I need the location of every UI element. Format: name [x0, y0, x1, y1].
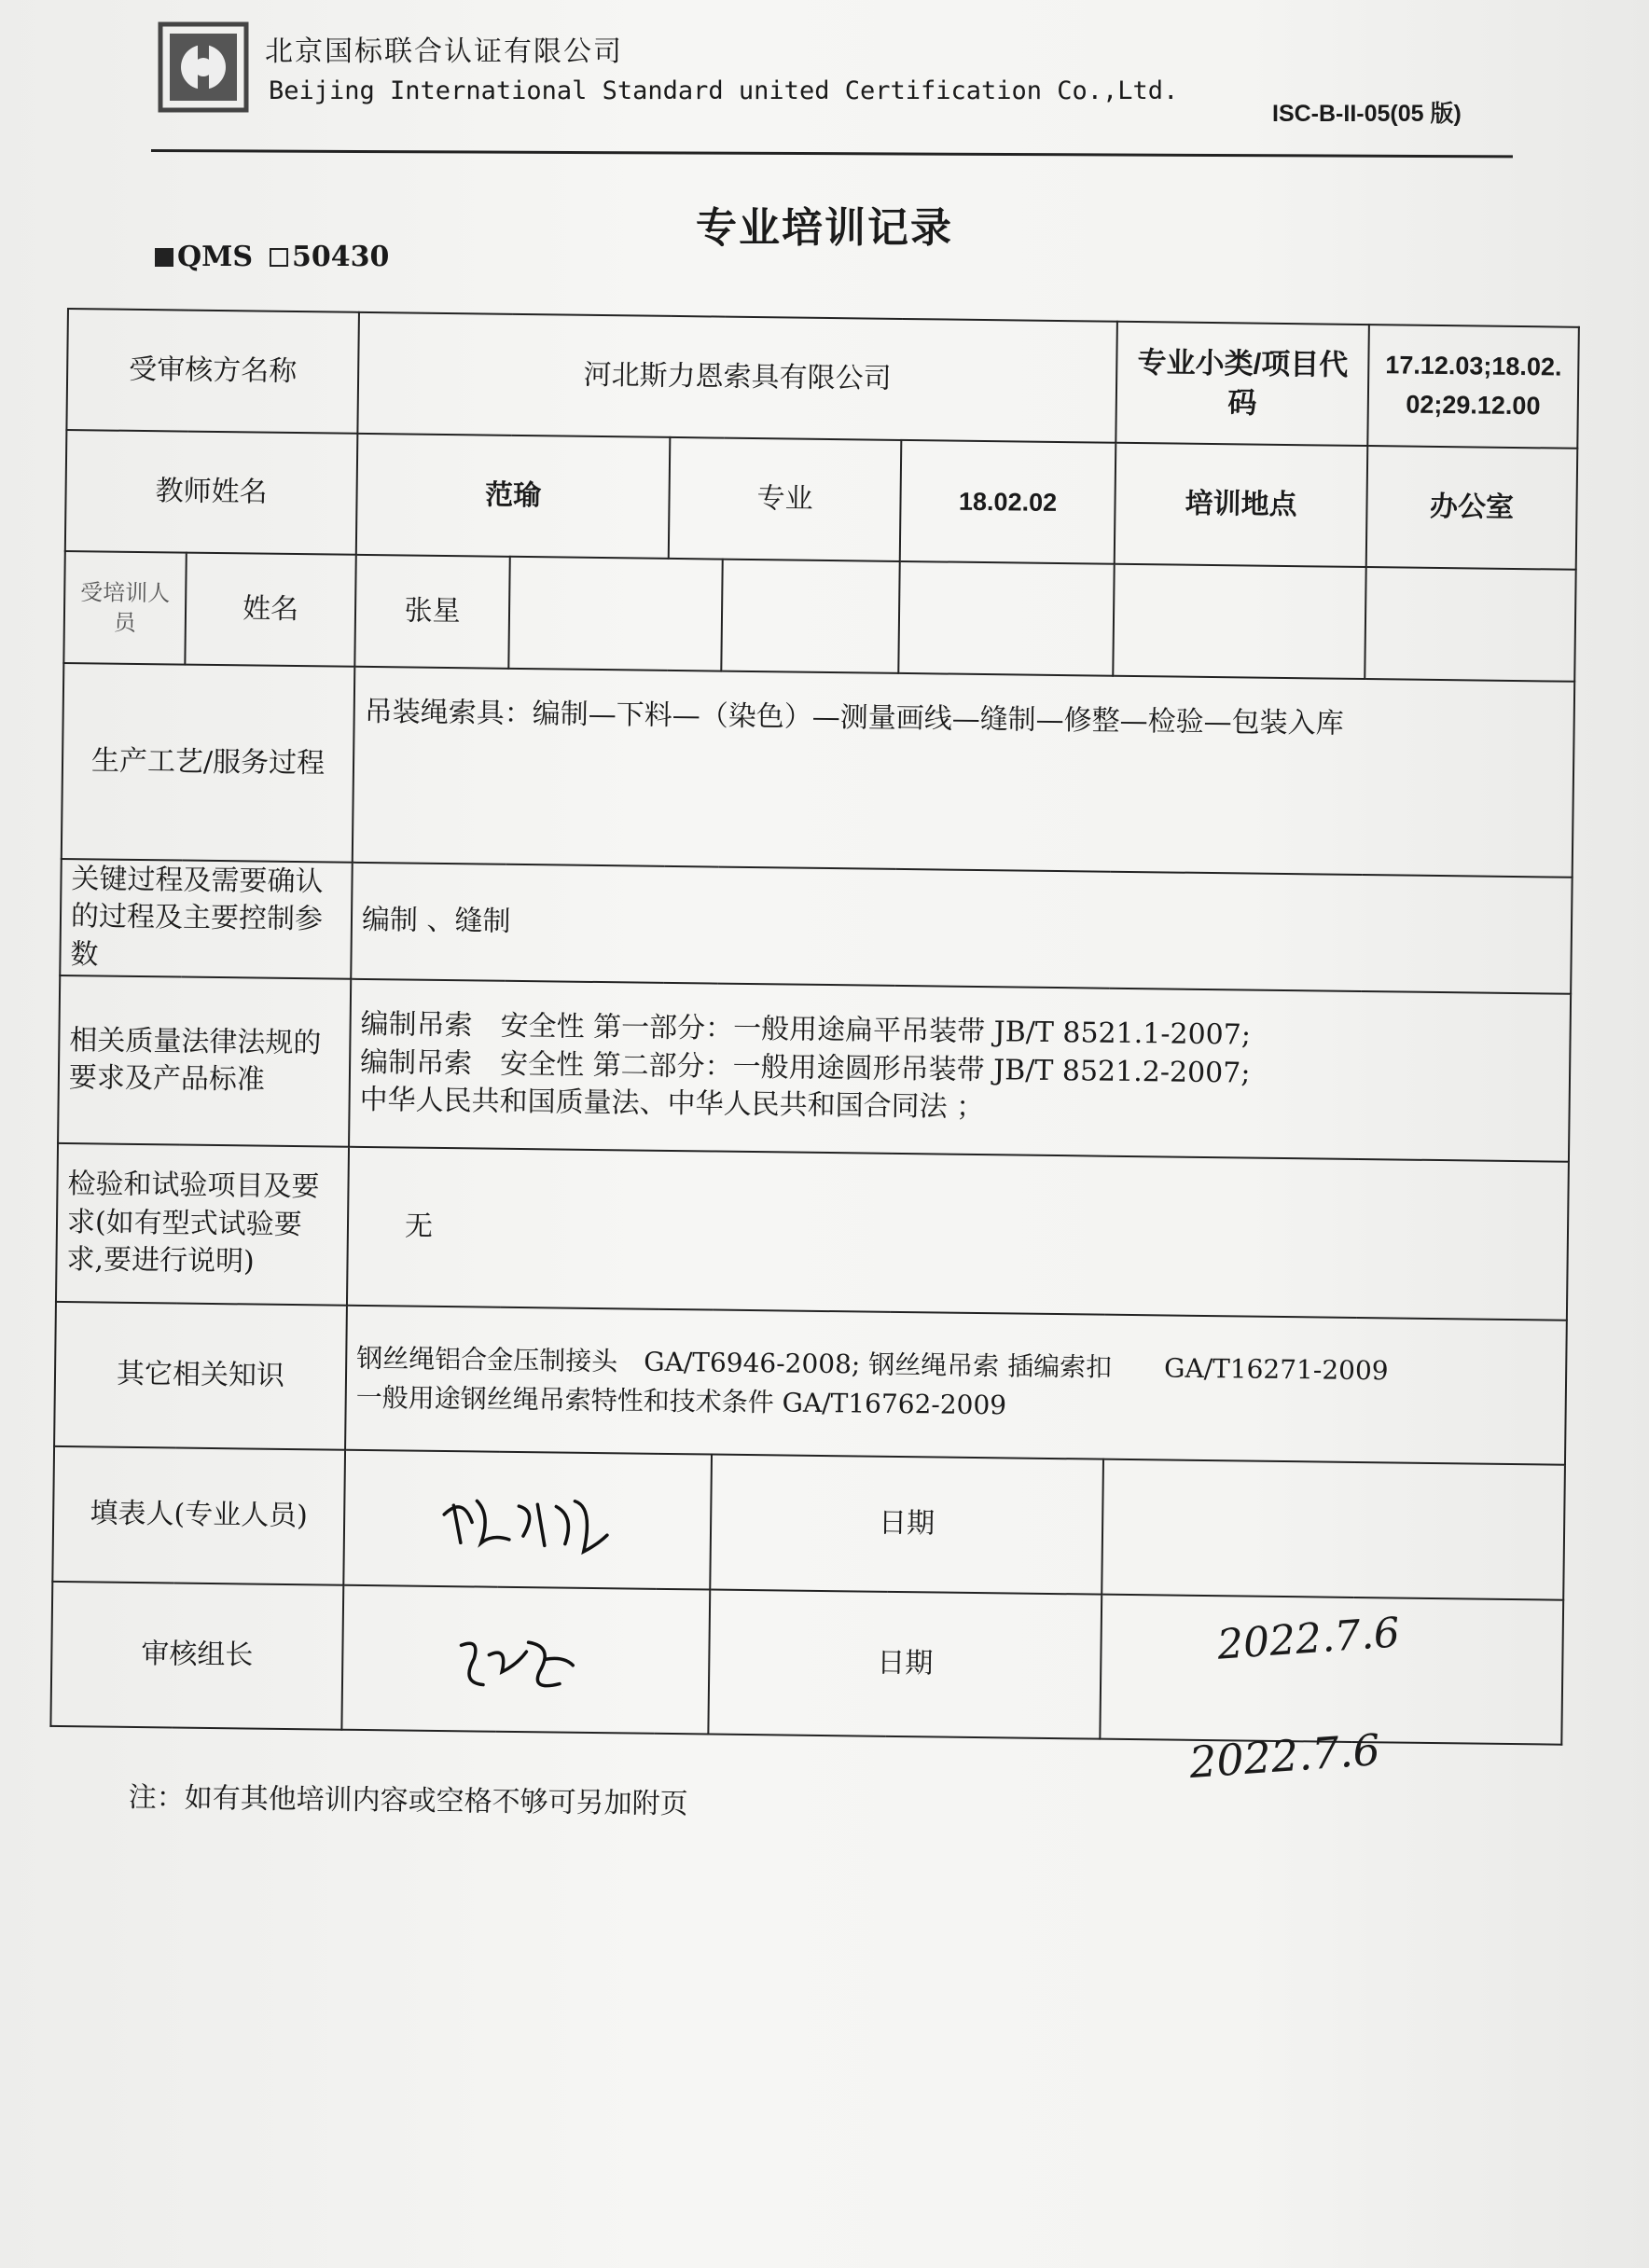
empty-cell: [508, 557, 722, 671]
qms-label: QMS: [177, 241, 254, 273]
standard-selector: [155, 241, 389, 273]
filler-date-handwritten: 2022.7.6: [1215, 1609, 1402, 1669]
empty-cell: [1113, 564, 1365, 679]
reviewer-signature-cell: [341, 1585, 710, 1735]
laws-value: [349, 979, 1571, 1162]
laws-label: 相关质量法律法规的要求及产品标准: [58, 975, 351, 1147]
company-name-en: Beijing International Standard united Certification Co.,Ltd.: [269, 76, 1179, 105]
company-logo-icon: [157, 21, 250, 114]
teacher-label: 教师姓名: [65, 430, 358, 555]
empty-cell: [721, 560, 899, 673]
filler-date-label: 日期: [710, 1455, 1103, 1595]
laws-line: 编制吊索 安全性 第一部分：一般用途扁平吊装带 JB/T 8521.1-2007;: [360, 1008, 1252, 1052]
table-row: [62, 663, 1574, 878]
page-title: 专业培训记录: [696, 204, 953, 252]
teacher-value: 范瑜: [356, 434, 671, 559]
inspection-value: 无: [347, 1147, 1569, 1321]
trainee-name-value: 张星: [354, 555, 509, 669]
trainee-name-label: 姓名: [185, 553, 355, 667]
laws-line: 编制吊索 安全性 第二部分：一般用途圆形吊装带 JB/T 8521.2-2007;: [359, 1045, 1251, 1090]
table-row: [54, 1302, 1567, 1465]
process-label: 生产工艺/服务过程: [62, 663, 355, 863]
process-value: 吊装绳索具：编制—下料—（染色）—测量画线—缝制—修整—检验—包装入库: [353, 667, 1575, 878]
table-row: [66, 309, 1579, 449]
reviewer-date-label: 日期: [708, 1590, 1102, 1739]
category-value: 17.12.03;18.02.02;29.12.00: [1367, 325, 1579, 449]
table-row: [63, 551, 1575, 682]
qms-checkbox[interactable]: [155, 248, 173, 267]
other-knowledge-label: 其它相关知识: [54, 1302, 347, 1450]
inspection-label: 检验和试验项目及要求(如有型式试验要求,要进行说明): [56, 1143, 349, 1306]
filler-signature: [434, 1476, 621, 1562]
empty-cell: [1365, 567, 1575, 682]
training-record-table: [48, 308, 1578, 1837]
trainee-label: 受培训人员: [63, 551, 186, 665]
filler-date-cell: [1102, 1459, 1565, 1600]
auditee-value: 河北斯力恩索具有限公司: [357, 312, 1117, 443]
other-knowledge-line: 钢丝绳铝合金压制接头 GA/T6946-2008; 钢丝绳吊索 插编索扣 GA/T16271-2009: [356, 1342, 1389, 1386]
table-row: [60, 859, 1572, 994]
header-divider: [151, 149, 1513, 158]
table-row: [50, 1582, 1563, 1745]
reviewer-label: 审核组长: [50, 1582, 343, 1730]
key-process-value: 编制 、缝制: [351, 863, 1572, 994]
reviewer-date-handwritten: 2022.7.6: [1187, 1723, 1382, 1789]
table-row: [58, 975, 1571, 1162]
location-label: 培训地点: [1115, 443, 1368, 567]
other-knowledge-line: 一般用途钢丝绳吊索特性和技术条件 GA/T16762-2009: [355, 1381, 1007, 1420]
empty-cell: [898, 561, 1114, 676]
document-code: ISC-B-II-05(05 版): [1272, 101, 1462, 127]
laws-line: 中华人民共和国质量法、中华人民共和国合同法 ；: [359, 1084, 985, 1125]
major-label: 专业: [669, 437, 902, 561]
company-name-cn: 北京国标联合认证有限公司: [265, 35, 623, 68]
reviewer-signature: [441, 1617, 610, 1703]
footnote: 注：如有其他培训内容或空格不够可另加附页: [128, 1780, 688, 1821]
filler-label: 填表人(专业人员): [52, 1446, 345, 1585]
filler-signature-cell: [343, 1450, 712, 1590]
major-value: 18.02.02: [900, 440, 1116, 564]
other-knowledge-value: [345, 1306, 1567, 1465]
key-process-label: 关键过程及需要确认的过程及主要控制参数: [60, 859, 353, 979]
standard-50430-checkbox[interactable]: [270, 248, 288, 267]
category-label: 专业小类/项目代码: [1116, 322, 1369, 446]
auditee-label: 受审核方名称: [66, 309, 359, 434]
table-row: [52, 1446, 1565, 1600]
standard-50430-label: 50430: [292, 241, 390, 273]
location-value: 办公室: [1366, 446, 1578, 570]
table-row: [65, 430, 1578, 570]
table-row: [56, 1143, 1569, 1321]
